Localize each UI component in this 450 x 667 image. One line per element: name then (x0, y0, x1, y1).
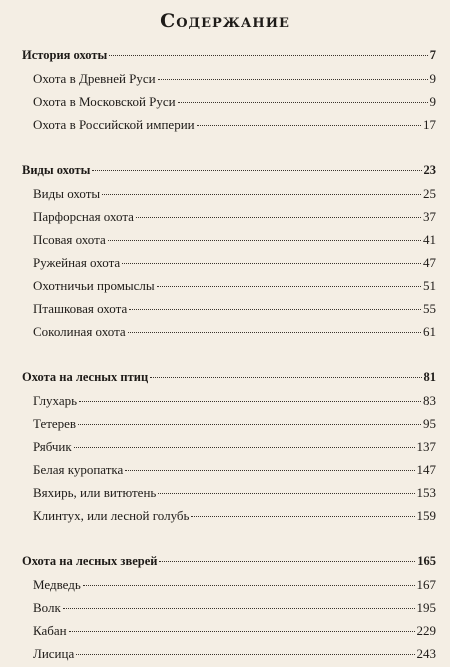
toc-entry-label: Ружейная охота (33, 255, 121, 270)
toc-entry-label: Волк (33, 600, 61, 615)
toc-entry[interactable] (22, 67, 436, 90)
toc-entry[interactable] (22, 205, 436, 228)
toc-page-number: 167 (416, 577, 436, 592)
toc-entry-label: Псовая охота (33, 232, 106, 247)
toc-entry-label: Охотничьи промыслы (33, 278, 155, 293)
toc-entry[interactable] (22, 297, 436, 320)
toc-entry-label: Охота на лесных птиц (22, 370, 149, 384)
toc-entry[interactable] (22, 182, 436, 205)
dot-leader (83, 585, 415, 586)
toc-entry-label: Парфорсная охота (33, 209, 134, 224)
dot-leader (197, 125, 421, 126)
dot-leader (108, 240, 421, 241)
toc-entry[interactable] (22, 412, 436, 435)
toc-entry[interactable] (22, 458, 436, 481)
section-spacer (22, 527, 436, 550)
toc-page-number: 83 (423, 393, 436, 408)
toc-entry[interactable] (22, 573, 436, 596)
dot-leader (178, 102, 428, 103)
toc-entry-label: Тетерев (33, 416, 77, 431)
toc-page-number: 55 (423, 301, 436, 316)
dot-leader (159, 561, 415, 562)
dot-leader (78, 424, 421, 425)
toc-entry-label: Кабан (33, 623, 67, 638)
toc-page-number: 243 (416, 646, 436, 661)
toc-page-number: 17 (423, 117, 436, 132)
toc-entry[interactable] (22, 320, 436, 343)
page-title: Содержание (160, 10, 290, 32)
toc-page-number: 195 (416, 600, 436, 615)
toc-entry[interactable] (22, 481, 436, 504)
toc-entry-label: Виды охоты (33, 186, 101, 201)
table-of-contents (22, 44, 436, 665)
toc-section-heading[interactable] (22, 366, 436, 389)
dot-leader (150, 377, 421, 378)
toc-section-heading[interactable] (22, 550, 436, 573)
toc-page-number: 229 (416, 623, 436, 638)
toc-entry-label: Рябчик (33, 439, 72, 454)
toc-entry[interactable] (22, 435, 436, 458)
dot-leader (76, 654, 414, 655)
toc-page-number: 41 (423, 232, 436, 247)
toc-page-number: 23 (423, 163, 436, 177)
toc-page-number: 9 (429, 94, 436, 109)
toc-entry[interactable] (22, 90, 436, 113)
dot-leader (122, 263, 421, 264)
toc-entry[interactable] (22, 251, 436, 274)
toc-entry[interactable] (22, 619, 436, 642)
dot-leader (158, 493, 414, 494)
toc-entry-label: Охота в Древней Руси (33, 71, 156, 86)
toc-entry[interactable] (22, 113, 436, 136)
toc-section-heading[interactable] (22, 44, 436, 67)
dot-leader (191, 516, 414, 517)
toc-entry-label: Виды охоты (22, 163, 91, 177)
dot-leader (63, 608, 415, 609)
toc-entry-label: Соколиная охота (33, 324, 126, 339)
toc-section-heading[interactable] (22, 159, 436, 182)
toc-page-number: 9 (429, 71, 436, 86)
dot-leader (92, 170, 421, 171)
toc-entry[interactable] (22, 504, 436, 527)
toc-page-number: 61 (423, 324, 436, 339)
toc-entry-label: Вяхирь, или витютень (33, 485, 157, 500)
toc-page-number: 147 (416, 462, 436, 477)
toc-entry-label: Охота в Московской Руси (33, 94, 176, 109)
section-spacer (22, 136, 436, 159)
toc-entry-label: Медведь (33, 577, 81, 592)
toc-page-number: 51 (423, 278, 436, 293)
toc-entry[interactable] (22, 642, 436, 665)
dot-leader (128, 332, 421, 333)
toc-entry[interactable] (22, 389, 436, 412)
toc-entry-label: Белая куропатка (33, 462, 124, 477)
toc-page-number: 81 (423, 370, 436, 384)
toc-page-number: 95 (423, 416, 436, 431)
dot-leader (125, 470, 414, 471)
toc-page-number: 165 (417, 554, 436, 568)
dot-leader (102, 194, 421, 195)
dot-leader (129, 309, 421, 310)
toc-page-number: 7 (429, 48, 436, 62)
dot-leader (157, 286, 421, 287)
toc-entry-label: Лисица (33, 646, 75, 661)
dot-leader (158, 79, 428, 80)
dot-leader (74, 447, 415, 448)
toc-entry-label: Клинтух, или лесной голубь (33, 508, 190, 523)
toc-page-number: 37 (423, 209, 436, 224)
dot-leader (136, 217, 421, 218)
toc-entry[interactable] (22, 228, 436, 251)
toc-page-number: 153 (416, 485, 436, 500)
toc-entry-label: Пташковая охота (33, 301, 128, 316)
toc-entry[interactable] (22, 274, 436, 297)
toc-page-number: 159 (416, 508, 436, 523)
dot-leader (69, 631, 415, 632)
dot-leader (109, 55, 428, 56)
toc-page-number: 137 (416, 439, 436, 454)
toc-entry[interactable] (22, 596, 436, 619)
toc-entry-label: История охоты (22, 48, 108, 62)
toc-entry-label: Глухарь (33, 393, 78, 408)
toc-page-number: 47 (423, 255, 436, 270)
toc-page-number: 25 (423, 186, 436, 201)
section-spacer (22, 343, 436, 366)
dot-leader (79, 401, 421, 402)
toc-entry-label: Охота на лесных зверей (22, 554, 158, 568)
toc-entry-label: Охота в Российской империи (33, 117, 195, 132)
